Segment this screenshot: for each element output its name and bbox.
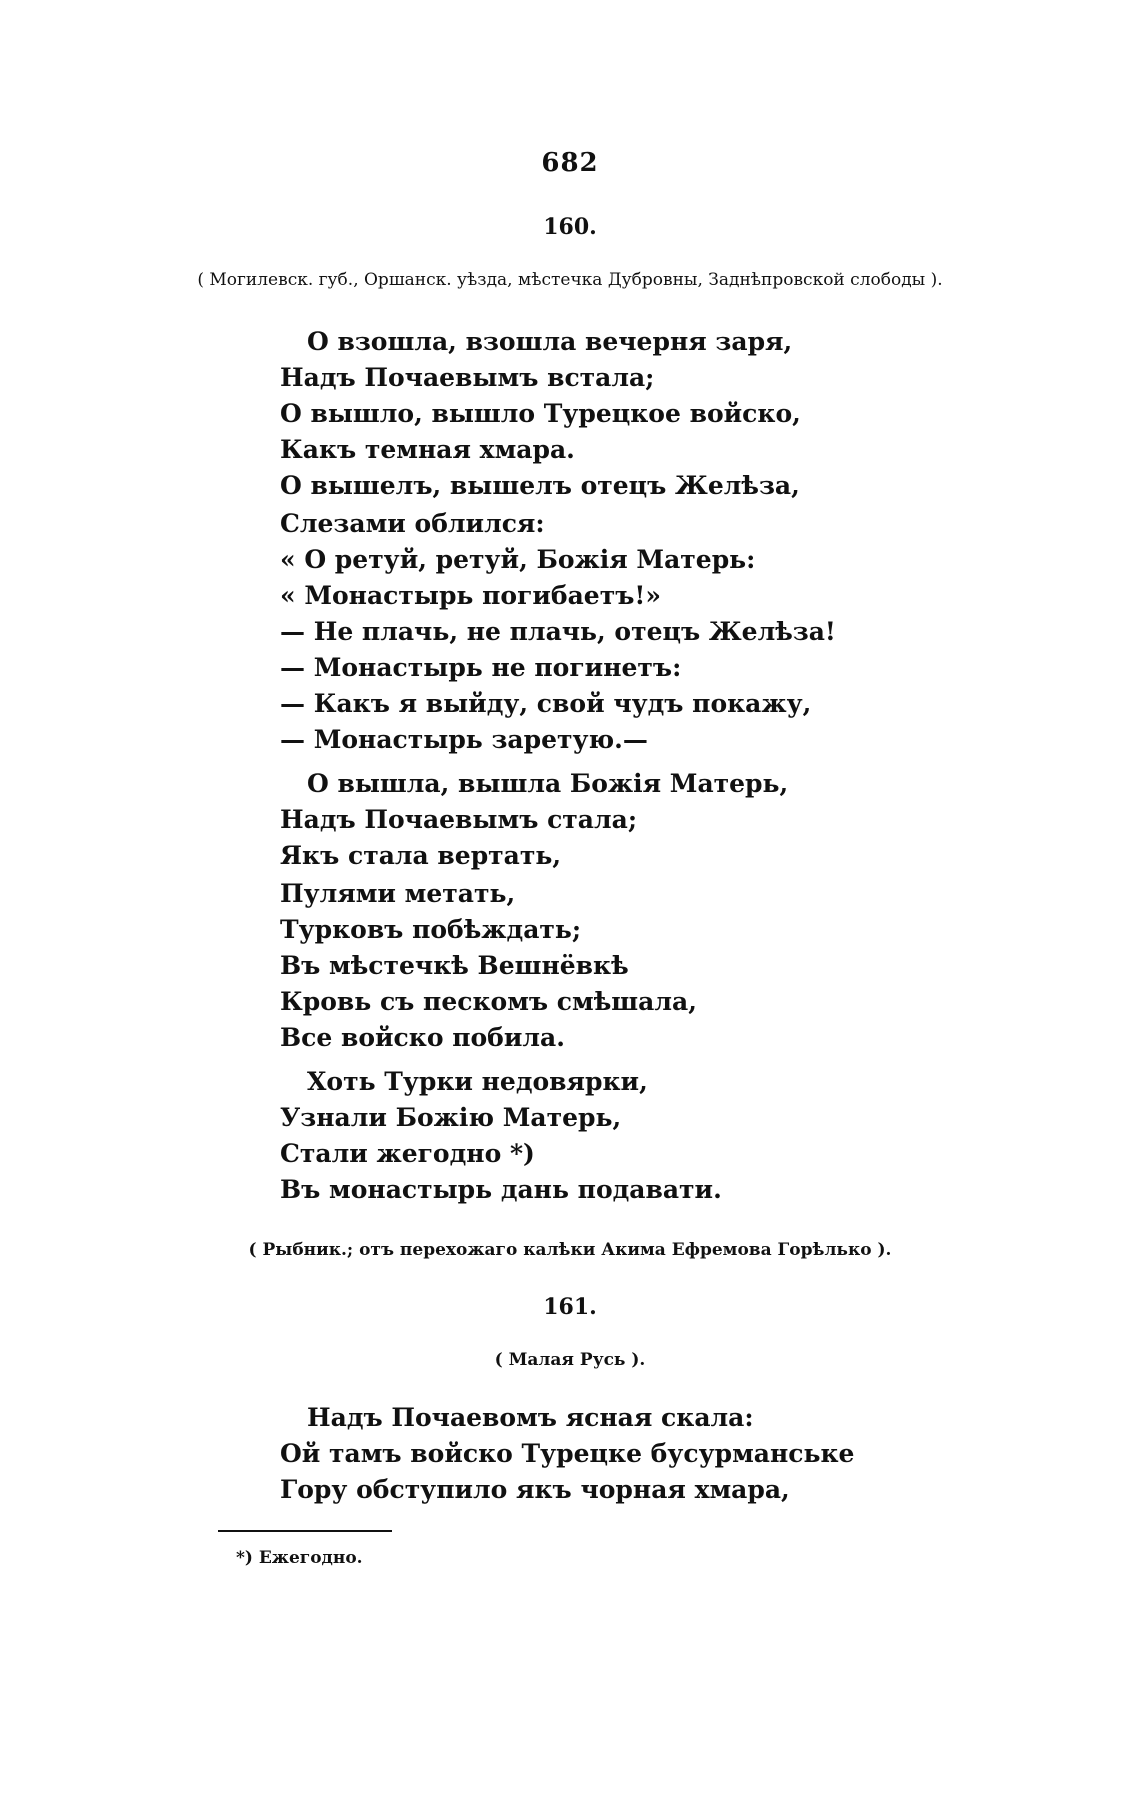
line-text: « Монастырь погибаетъ!» xyxy=(280,581,661,610)
line-text: Гору обступило якъ чорная хмара, xyxy=(280,1475,790,1504)
line-text: Надъ Почаевомъ ясная скала: xyxy=(307,1403,754,1432)
song-160-source: ( Могилевск. губ., Оршанск. уѣзда, мѣстечка Дубровны, Заднѣпровской слободы ). xyxy=(197,270,943,290)
line-text: Узнали Божію Матерь, xyxy=(280,1103,622,1132)
line-text: Въ мѣстечкѣ Вешнёвкѣ xyxy=(280,951,629,980)
line-text: Надъ Почаевымъ стала; xyxy=(280,805,638,834)
line-text: — Какъ я выйду, свой чудъ покажу, xyxy=(280,689,812,718)
line-text: Пулями метать, xyxy=(280,879,516,908)
line-text: О вышло, вышло Турецкое войско, xyxy=(280,399,801,428)
line-text: Кровь съ пескомъ смѣшала, xyxy=(280,987,697,1016)
song-161-source: ( Малая Русь ). xyxy=(494,1350,646,1370)
footnote-divider xyxy=(218,1530,392,1532)
line-text: О взошла, взошла вечерня заря, xyxy=(307,327,793,356)
line-text: Все войско побила. xyxy=(280,1023,565,1052)
song-160-number: 160. xyxy=(543,214,597,240)
line-text: Какъ темная хмара. xyxy=(280,435,575,464)
line-text: Слезами облился: xyxy=(280,509,545,538)
line-text: Хоть Турки недовярки, xyxy=(307,1067,648,1096)
line-text: — Монастырь заретую.— xyxy=(280,725,648,754)
line-text: Надъ Почаевымъ встала; xyxy=(280,363,655,392)
line-text: — Не плачь, не плачь, отецъ Желѣза! xyxy=(280,617,836,646)
line-text: О вышелъ, вышелъ отецъ Желѣза, xyxy=(280,471,800,500)
line-text: Ой тамъ войско Турецке бусурманське xyxy=(280,1439,855,1468)
song-161-number: 161. xyxy=(543,1294,597,1320)
line-text: Стали жегодно *) xyxy=(280,1139,535,1168)
song-160-attribution: ( Рыбник.; отъ перехожаго калѣки Акима Ефремова Горѣлько ). xyxy=(248,1240,892,1260)
line-text: Въ монастырь дань подавати. xyxy=(280,1175,722,1204)
page-number: 682 xyxy=(541,148,599,178)
line-text: « О ретуй, ретуй, Божія Матерь: xyxy=(280,545,756,574)
line-text: О вышла, вышла Божія Матерь, xyxy=(307,769,789,798)
line-text: Якъ стала вертать, xyxy=(280,841,562,870)
footnote: *) Ежегодно. xyxy=(236,1548,363,1568)
line-text: Турковъ побѣждать; xyxy=(280,915,582,944)
line-text: — Монастырь не погинетъ: xyxy=(280,653,682,682)
